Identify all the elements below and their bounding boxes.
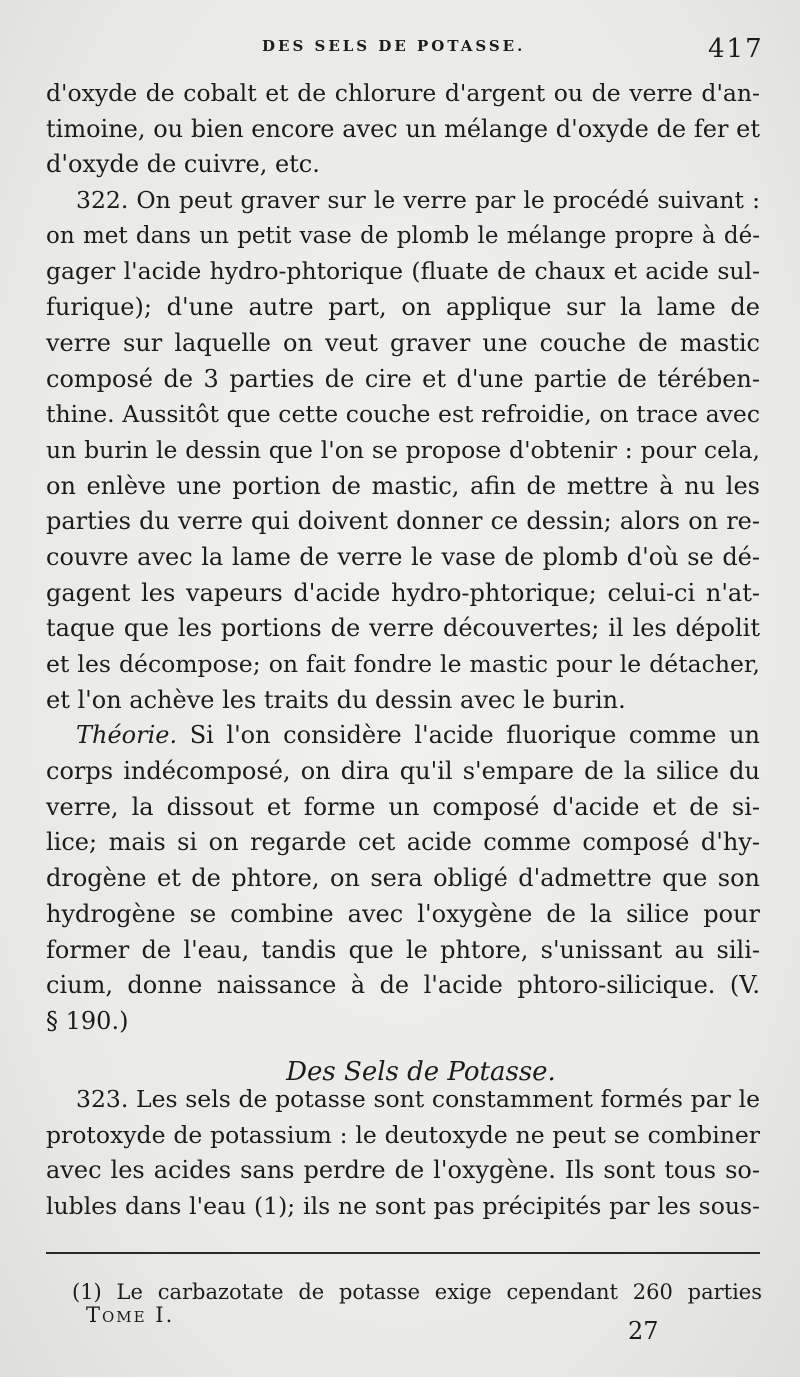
- running-title: DES SELS DE POTASSE.: [262, 37, 526, 55]
- text-line: drogène et de phtore, on sera obligé d'admettre que son: [46, 864, 760, 893]
- text-line: hydrogène se combine avec l'oxygène de la silice pour: [46, 899, 760, 928]
- page-number: 417: [708, 34, 764, 64]
- main-text: [46, 76, 760, 1112]
- text-line: d'oxyde de cuivre, etc.: [46, 150, 320, 179]
- footnote-divider: [46, 1252, 760, 1254]
- text-line: gagent les vapeurs d'acide hydro-phtorique; celui-ci n'at-: [46, 578, 760, 607]
- text-line: protoxyde de potassium : le deutoxyde ne peut se combiner: [46, 1120, 760, 1149]
- text-line: d'oxyde de cobalt et de chlorure d'argent ou de verre d'an-: [46, 79, 760, 107]
- paragraph-323-first-line: 323. Les sels de potasse sont constamment formés par le: [76, 1085, 760, 1113]
- signature-tome: Tome I.: [86, 1303, 175, 1327]
- text-line: et l'on achève les traits du dessin avec le burin.: [46, 685, 626, 714]
- text-line: verre, la dissout et forme un composé d'acide et de si-: [46, 792, 760, 821]
- text-line: cium, donne naissance à de l'acide phtoro-silicique. (V.: [46, 971, 760, 1000]
- text-line: § 190.): [46, 1006, 129, 1035]
- text-line: on enlève une portion de mastic, afin de mettre à nu les: [46, 471, 760, 500]
- text-line: parties du verre qui doivent donner ce dessin; alors on re-: [46, 507, 760, 536]
- text-line: couvre avec la lame de verre le vase de plomb d'où se dé-: [46, 542, 760, 571]
- text-line: verre sur laquelle on veut graver une couche de mastic: [46, 328, 760, 357]
- text-line: corps indécomposé, on dira qu'il s'empare de la silice du: [46, 757, 760, 786]
- text-line: avec les acides sans perdre de l'oxygène. Ils sont tous so-: [46, 1156, 760, 1185]
- text-line: taque que les portions de verre découvertes; il les dépolit: [46, 614, 760, 643]
- theorie-label: Théorie.: [76, 721, 178, 750]
- text-line: timoine, ou bien encore avec un mélange d'oxyde de fer et: [46, 114, 760, 143]
- text-line: former de l'eau, tandis que le phtore, s'unissant au sili-: [46, 935, 760, 964]
- text-line: lice; mais si on regarde cet acide comme composé d'hy-: [46, 828, 760, 857]
- text-line: composé de 3 parties de cire et d'une partie de térében-: [46, 364, 760, 393]
- page-header: [0, 34, 800, 74]
- text-line: un burin le dessin que l'on se propose d'obtenir : pour cela,: [46, 435, 760, 464]
- text-line: furique); d'une autre part, on applique sur la lame de: [46, 293, 760, 322]
- footnote: (1) Le carbazotate de potasse exige cependant 260 parties: [72, 1280, 762, 1304]
- paragraph-322-first-line: 322. On peut graver sur le verre par le procédé suivant :: [76, 186, 760, 215]
- paragraph-323: [46, 1082, 760, 1225]
- text-line: et les décompose; on fait fondre le mastic pour le détacher,: [46, 650, 760, 678]
- section-title: Des Sels de Potasse.: [286, 1056, 556, 1087]
- text-line: on met dans un petit vase de plomb le mélange propre à dé-: [46, 222, 760, 249]
- theorie-first-line: [46, 718, 760, 754]
- text-line: gager l'acide hydro-phtorique (fluate de chaux et acide sul-: [46, 257, 760, 286]
- text-line: thine. Aussitôt que cette couche est refroidie, on trace avec: [46, 400, 760, 429]
- theorie-first-text: Si l'on considère l'acide fluorique comme un: [177, 721, 760, 750]
- signature-number: 27: [628, 1317, 659, 1345]
- text-line: lubles dans l'eau (1); ils ne sont pas précipités par les sous-: [46, 1192, 760, 1221]
